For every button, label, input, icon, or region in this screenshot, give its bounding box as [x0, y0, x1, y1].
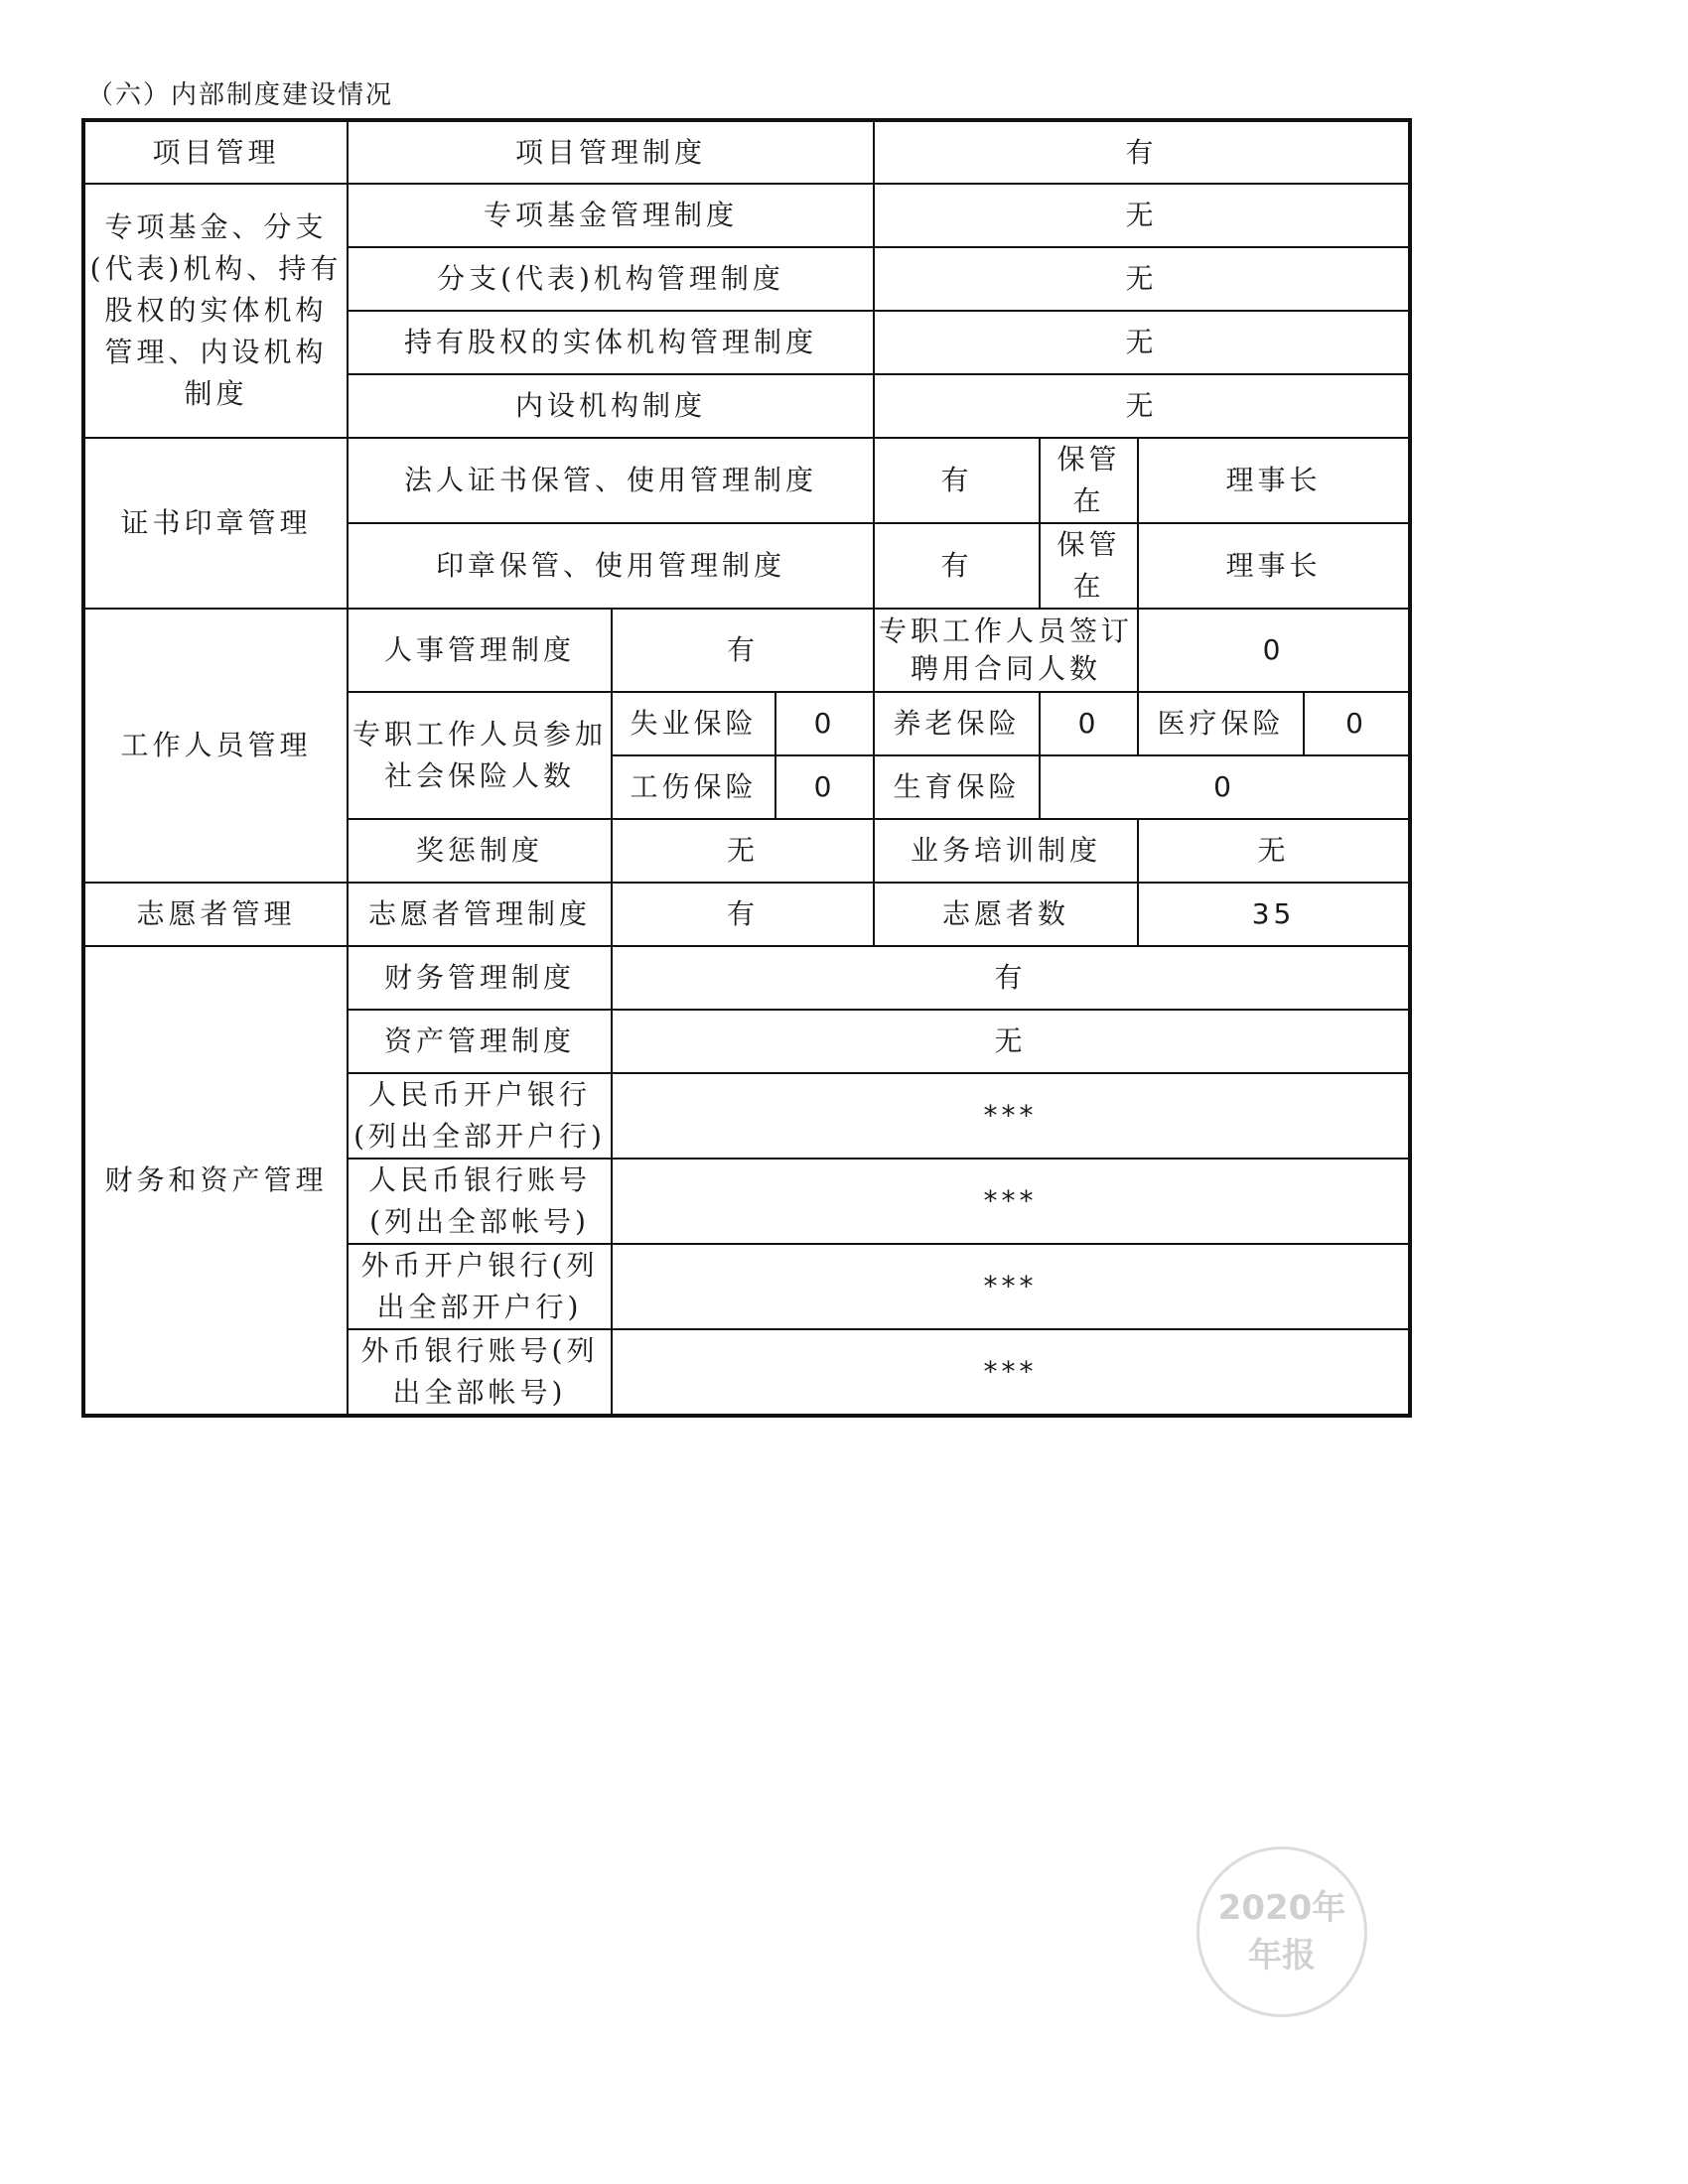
- volunteer-system-value: 有: [612, 883, 874, 946]
- item-value: 无: [874, 374, 1410, 438]
- item-label: 人民币开户银行(列出全部开户行): [348, 1073, 612, 1159]
- item-value: 有: [874, 438, 1040, 523]
- internal-system-table: [81, 118, 1412, 1418]
- item-value: 有: [874, 120, 1410, 184]
- keeper-value: 理事长: [1138, 438, 1410, 523]
- volunteer-count-label: 志愿者数: [874, 883, 1138, 946]
- item-value: ***: [612, 1073, 1410, 1159]
- item-label: 资产管理制度: [348, 1010, 612, 1073]
- table-row: [83, 946, 1410, 1010]
- table-row: [83, 120, 1410, 184]
- medical-label: 医疗保险: [1138, 692, 1304, 755]
- item-label: 人民币银行账号(列出全部帐号): [348, 1159, 612, 1244]
- seal-line-report: 年报: [1248, 1936, 1316, 1976]
- training-value: 无: [1138, 819, 1410, 883]
- item-label: 财务管理制度: [348, 946, 612, 1010]
- volunteer-count-value: 35: [1138, 883, 1410, 946]
- pension-value: 0: [1040, 692, 1138, 755]
- table-row: [83, 609, 1410, 692]
- item-label: 分支(代表)机构管理制度: [348, 247, 874, 311]
- training-label: 业务培训制度: [874, 819, 1138, 883]
- injury-value: 0: [775, 755, 874, 819]
- reward-value: 无: [612, 819, 874, 883]
- category-project: 项目管理: [83, 120, 348, 184]
- maternity-value: 0: [1040, 755, 1410, 819]
- keeper-value: 理事长: [1138, 523, 1410, 609]
- item-label: 持有股权的实体机构管理制度: [348, 311, 874, 374]
- item-value: 无: [612, 1010, 1410, 1073]
- category-staff: 工作人员管理: [83, 609, 348, 883]
- unemployment-label: 失业保险: [612, 692, 775, 755]
- item-label: 项目管理制度: [348, 120, 874, 184]
- personnel-label: 人事管理制度: [348, 609, 612, 692]
- item-value: 无: [874, 184, 1410, 247]
- contract-label: 专职工作人员签订聘用合同人数: [874, 609, 1138, 692]
- medical-value: 0: [1304, 692, 1410, 755]
- keeper-label: 保管在: [1040, 523, 1138, 609]
- keeper-label: 保管在: [1040, 438, 1138, 523]
- category-special-funds: 专项基金、分支(代表)机构、持有股权的实体机构管理、内设机构制度: [83, 184, 348, 438]
- annual-report-seal: [1196, 1846, 1367, 2017]
- section-title: （六）内部制度建设情况: [87, 80, 394, 110]
- category-volunteer: 志愿者管理: [83, 883, 348, 946]
- category-certificate-seal: 证书印章管理: [83, 438, 348, 609]
- item-label: 法人证书保管、使用管理制度: [348, 438, 874, 523]
- table-row: [83, 438, 1410, 523]
- item-value: ***: [612, 1329, 1410, 1416]
- reward-label: 奖惩制度: [348, 819, 612, 883]
- item-label: 内设机构制度: [348, 374, 874, 438]
- unemployment-value: 0: [775, 692, 874, 755]
- table-row: [83, 184, 1410, 247]
- item-label: 专项基金管理制度: [348, 184, 874, 247]
- contract-value: 0: [1138, 609, 1410, 692]
- maternity-label: 生育保险: [874, 755, 1040, 819]
- volunteer-system-label: 志愿者管理制度: [348, 883, 612, 946]
- item-value: 有: [612, 946, 1410, 1010]
- item-value: 无: [874, 247, 1410, 311]
- item-value: ***: [612, 1244, 1410, 1329]
- seal-line-year: 2020年: [1217, 1888, 1346, 1928]
- table-row: [83, 883, 1410, 946]
- personnel-value: 有: [612, 609, 874, 692]
- item-value: ***: [612, 1159, 1410, 1244]
- item-label: 外币银行账号(列出全部帐号): [348, 1329, 612, 1416]
- item-value: 无: [874, 311, 1410, 374]
- item-label: 外币开户银行(列出全部开户行): [348, 1244, 612, 1329]
- item-label: 印章保管、使用管理制度: [348, 523, 874, 609]
- item-value: 有: [874, 523, 1040, 609]
- pension-label: 养老保险: [874, 692, 1040, 755]
- injury-label: 工伤保险: [612, 755, 775, 819]
- category-finance: 财务和资产管理: [83, 946, 348, 1416]
- insurance-label: 专职工作人员参加社会保险人数: [348, 692, 612, 819]
